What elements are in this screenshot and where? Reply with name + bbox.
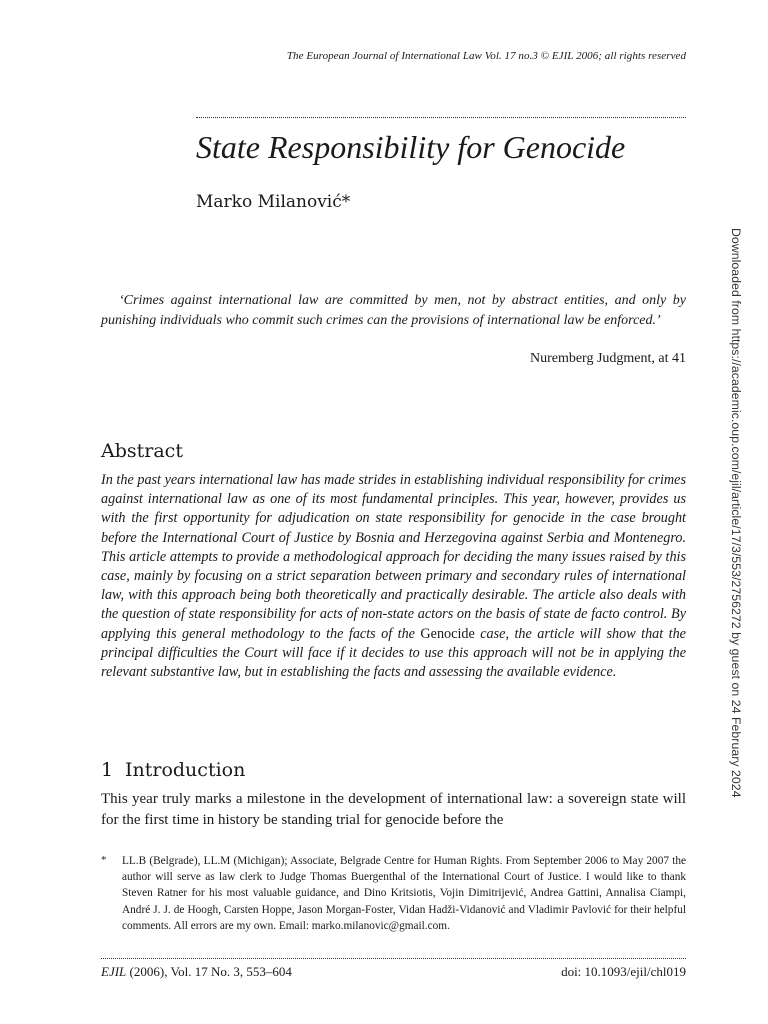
footer-volume: (2006), Vol. 17 No. 3, 553–604 (126, 964, 292, 979)
introduction-text: This year truly marks a milestone in the development of international law: a sovereign state will for the first time in history be standing trial for genocide before the (101, 791, 686, 828)
section-number: 1 (101, 759, 114, 781)
title-rule (196, 117, 686, 118)
epigraph-quote (101, 291, 686, 330)
abstract-body (101, 471, 686, 682)
download-watermark-text: Downloaded from https://academic.oup.com/ejil/article/17/3/553/2756272 by guest on 24 February 2024 (729, 228, 743, 798)
footer-doi: doi: 10.1093/ejil/chl019 (561, 964, 686, 979)
footnote-mark: * (101, 854, 107, 866)
epigraph-source: Nuremberg Judgment, at 41 (529, 351, 686, 366)
footer-citation (101, 963, 292, 981)
author-name: Marko Milanović* (196, 192, 351, 212)
footer-journal: EJIL (101, 964, 127, 979)
abstract-case-name: Genocide (420, 625, 475, 642)
footer-rule (101, 958, 686, 959)
epigraph-quote-text: ‘Crimes against international law are committed by men, not by abstract entities, and only by punishing individuals who commit such crimes can the provisions of international law be enforced.’ (101, 293, 686, 328)
footnote-text: LL.B (Belgrade), LL.M (Michigan); Associate, Belgrade Centre for Human Rights. From September 2006 to May 2007 the author will serve as law clerk to Judge Thomas Buergenthal of the International Court of Justice. I would like to thank Steven Ratner for his most valuable guidance, and Dino Kritsiotis, Vojin Dimitrijević, Andrea Gattini, Annalisa Ciampi, André J. J. de Hoogh, Carsten Hoppe, Jason Morgan-Foster, Vidan Hadži-Vidanović and Vladimir Pavlović for their helpful comments. All errors are my own. Email: marko.milanovic@gmail.com. (122, 855, 686, 932)
article-title: State Responsibility for Genocide (196, 129, 626, 165)
running-head: The European Journal of International Law Vol. 17 no.3 © EJIL 2006; all rights reserved (286, 50, 686, 62)
abstract-heading: Abstract (101, 440, 183, 462)
download-watermark (727, 228, 747, 798)
section-title: Introduction (125, 759, 246, 781)
introduction-heading (101, 757, 245, 783)
abstract-text-part2: case, the article will show that the principal difficulties the Court will face if it decides to use this approach will not be in applying the relevant substantive law, but in establishing the facts and assessing the available evidence. (101, 625, 686, 681)
abstract-text-part1: In the past years international law has made strides in establishing individual responsibility for crimes against international law as one of its most fundamental principles. This year, however, provides us with the first opportunity for adjudication on state responsibility for genocide in the case brought before the International Court of Justice by Bosnia and Herzegovina against Serbia and Montenegro. This article attempts to provide a methodological approach for deciding the many issues raised by this case, mainly by focusing on a strict separation between primary and secondary rules of international law, with this approach being both theoretically and practically desirable. The article also deals with the question of state responsibility for acts of non-state actors on the basis of state de facto control. By applying this general methodology to the facts of the (101, 472, 686, 642)
